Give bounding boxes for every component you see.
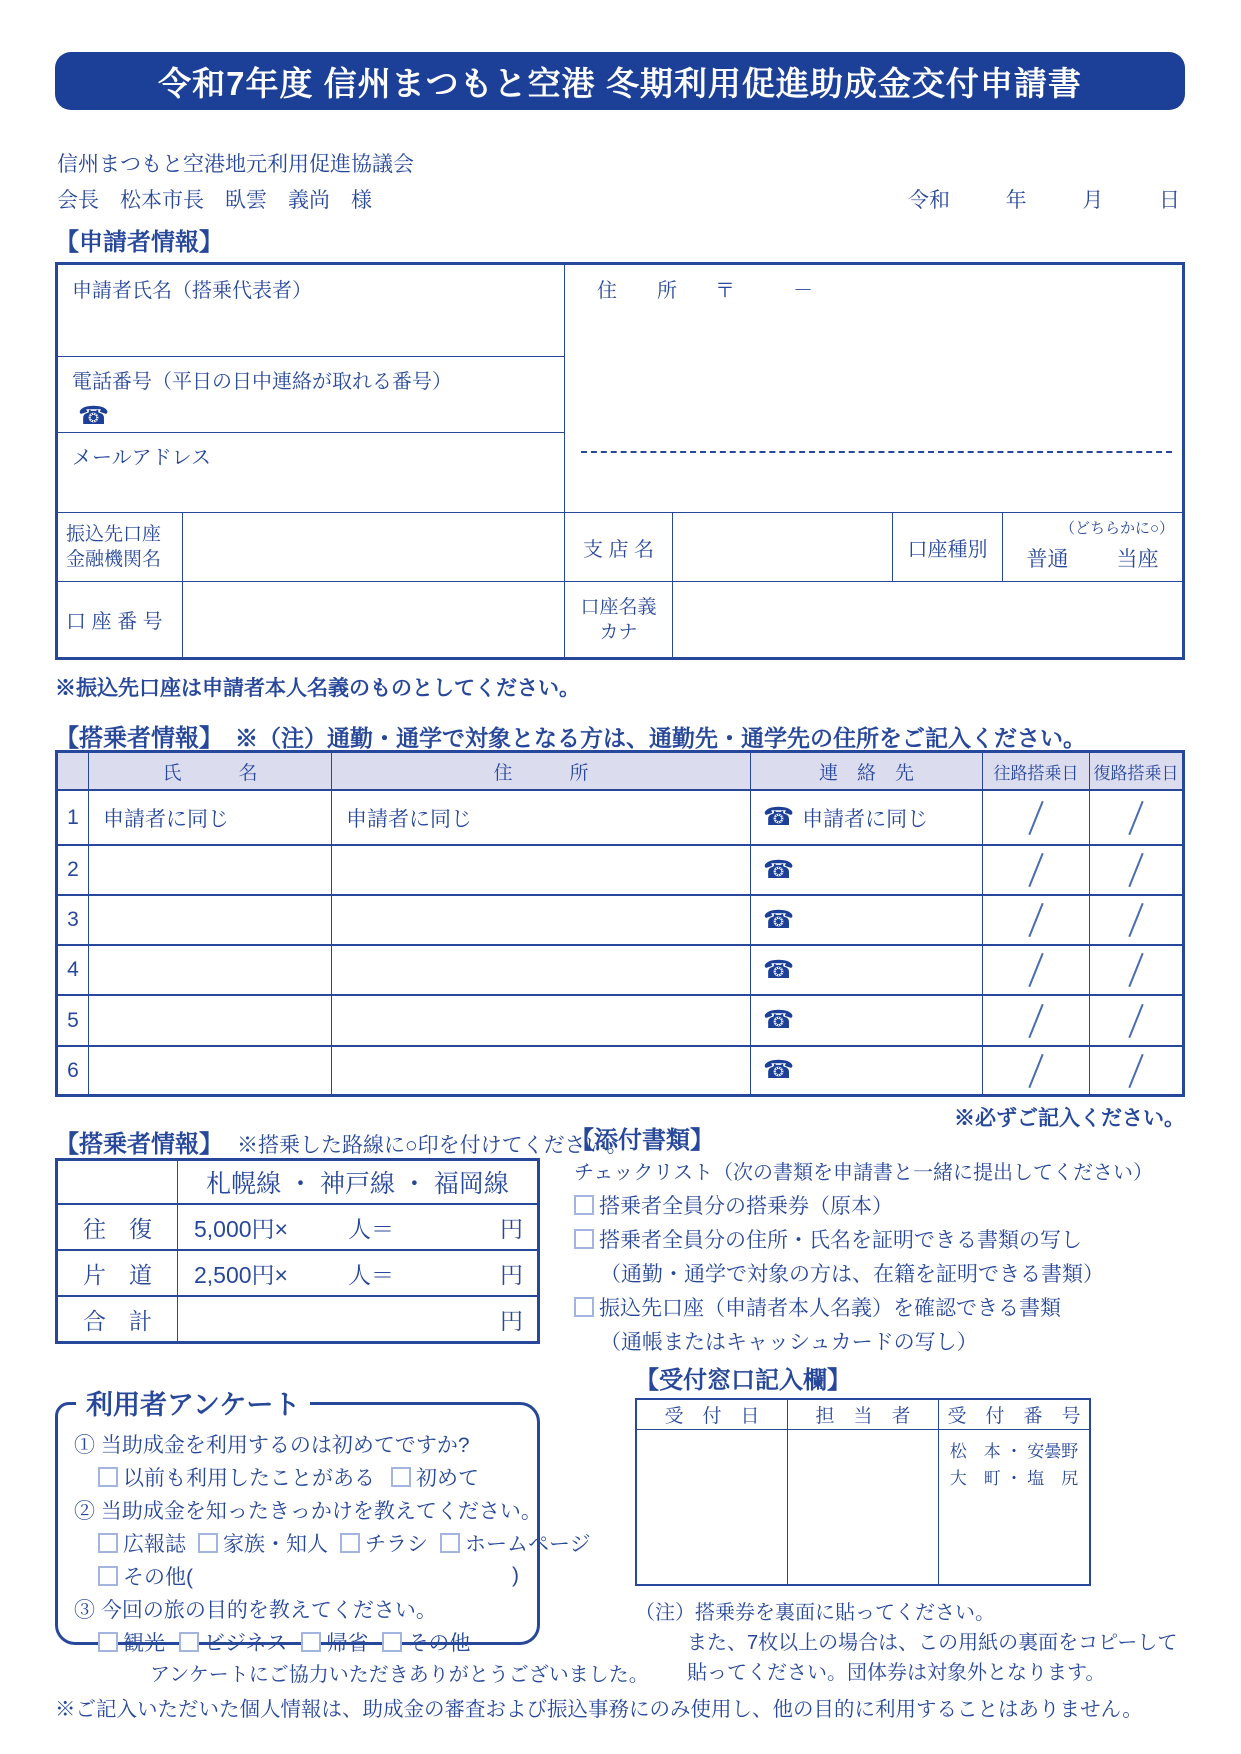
return-date-cell[interactable] bbox=[1090, 846, 1182, 894]
applicant-email-field[interactable] bbox=[58, 433, 565, 513]
account-holder-label: 口座名義 カナ bbox=[565, 582, 673, 657]
checkbox-icon[interactable] bbox=[179, 1632, 199, 1652]
return-date-cell[interactable] bbox=[1090, 996, 1182, 1045]
fare-roundtrip-amount: 5,000円× bbox=[194, 1215, 288, 1242]
passenger-row bbox=[58, 846, 1182, 896]
fare-total-row[interactable] bbox=[178, 1297, 537, 1341]
reception-header-staff: 担 当 者 bbox=[788, 1400, 939, 1430]
passenger-section-heading: 【搭乗者情報】 bbox=[55, 725, 223, 752]
header-row-number bbox=[58, 753, 89, 789]
applicant-table bbox=[55, 262, 1185, 660]
checkbox-icon[interactable] bbox=[574, 1229, 594, 1249]
row-number: 4 bbox=[58, 946, 89, 994]
row-number: 6 bbox=[58, 1047, 89, 1094]
account-type-options bbox=[1003, 543, 1182, 573]
applicant-phone-label: 電話番号（平日の日中連絡が取れる番号） bbox=[72, 371, 452, 393]
reception-number-cell[interactable] bbox=[939, 1430, 1089, 1584]
applicant-section-heading: 【申請者情報】 bbox=[55, 229, 223, 256]
fare-oneway-yen: 円 bbox=[500, 1261, 523, 1288]
survey-q1-options: 以前も利用したことがある 初めて bbox=[74, 1460, 527, 1493]
phone-icon: ☎ bbox=[763, 955, 795, 984]
passenger-contact-cell[interactable] bbox=[751, 1047, 983, 1094]
passenger-section-heading-row bbox=[55, 718, 1086, 753]
passenger-contact-cell[interactable] bbox=[751, 946, 983, 994]
reception-office-option: 大 町 ・ 塩 尻 bbox=[949, 1469, 1079, 1488]
bank-account-note: ※振込先口座は申請者本人名義のものとしてください。 bbox=[55, 677, 580, 700]
passenger-address-cell[interactable] bbox=[332, 946, 751, 994]
row-number: 5 bbox=[58, 996, 89, 1045]
checkbox-icon[interactable] bbox=[340, 1533, 360, 1553]
fare-section-heading: 【搭乗者情報】 bbox=[55, 1131, 223, 1158]
fare-oneway-amount: 2,500円× bbox=[194, 1261, 288, 1288]
passenger-contact-cell[interactable] bbox=[751, 996, 983, 1045]
postal-mark: 〒 bbox=[715, 280, 735, 302]
passenger-contact-cell[interactable] bbox=[751, 846, 983, 894]
applicant-address-labels bbox=[565, 265, 1182, 303]
date-day-label: 日 bbox=[1158, 189, 1180, 212]
reception-header-date: 受 付 日 bbox=[637, 1400, 788, 1430]
row-number: 3 bbox=[58, 896, 89, 944]
survey-q3-options: 観光 ビジネス 帰省 その他 bbox=[74, 1625, 527, 1658]
survey-q1: ① 当助成金を利用するのは初めてですか? bbox=[74, 1433, 470, 1457]
account-type-label: 口座種別 bbox=[893, 513, 1003, 582]
checkbox-icon[interactable] bbox=[98, 1566, 118, 1586]
fare-total-yen: 円 bbox=[500, 1307, 523, 1334]
attachments-intro: チェックリスト（次の書類を申請書と一緒に提出してください） bbox=[574, 1162, 1153, 1184]
passenger-address-cell[interactable] bbox=[332, 996, 751, 1045]
header-address: 住 所 bbox=[332, 753, 751, 789]
attachments-heading: 【添付書類】 bbox=[570, 1127, 714, 1154]
fare-section-note: ※搭乗した路線に○印を付けてください。 bbox=[237, 1134, 628, 1157]
survey-q3: ③ 今回の旅の目的を教えてください。 bbox=[74, 1598, 437, 1622]
passenger-row bbox=[58, 946, 1182, 996]
passenger-row bbox=[58, 896, 1182, 946]
date-year-label: 年 bbox=[1005, 189, 1027, 212]
passenger-name-cell[interactable] bbox=[89, 896, 332, 944]
address-label: 住 所 bbox=[597, 280, 677, 302]
phone-icon: ☎ bbox=[763, 855, 795, 884]
checkbox-icon[interactable] bbox=[98, 1533, 118, 1553]
passenger-address-cell[interactable] bbox=[332, 846, 751, 894]
checklist-item-sub: （通帳またはキャッシュカードの写し） bbox=[600, 1331, 978, 1354]
boarding-date-slash bbox=[1028, 903, 1043, 937]
applicant-address-field[interactable] bbox=[565, 265, 1182, 513]
survey-box bbox=[55, 1390, 591, 1655]
boarding-date-slash bbox=[1128, 853, 1143, 887]
outbound-date-cell[interactable] bbox=[983, 1047, 1090, 1094]
reception-header-number: 受 付 番 号 bbox=[939, 1400, 1089, 1430]
return-date-cell[interactable] bbox=[1090, 791, 1182, 844]
passenger-row bbox=[58, 791, 1182, 846]
reception-office-option: 松 本 ・ 安曇野 bbox=[949, 1442, 1079, 1461]
boarding-date-slash bbox=[1128, 953, 1143, 987]
date-month-label: 月 bbox=[1082, 189, 1104, 212]
passenger-table bbox=[55, 750, 1185, 1097]
header-contact: 連 絡 先 bbox=[751, 753, 983, 789]
fare-total-label: 合 計 bbox=[58, 1297, 178, 1341]
address-divider-dashed-line bbox=[581, 451, 1172, 453]
postal-dash: － bbox=[793, 280, 813, 302]
branch-name-label: 支 店 名 bbox=[565, 513, 673, 582]
passenger-row bbox=[58, 1047, 1182, 1094]
passenger-name-cell[interactable]: 申請者に同じ bbox=[89, 791, 332, 844]
checklist-item-sub: （通勤・通学で対象の方は、在籍を証明できる書類） bbox=[600, 1263, 1104, 1286]
privacy-note: ※ご記入いただいた個人情報は、助成金の審査および振込事務にのみ使用し、他の目的に利用することはありません。 bbox=[55, 1698, 1143, 1721]
fare-table bbox=[55, 1158, 540, 1344]
fare-roundtrip-row[interactable] bbox=[178, 1205, 537, 1251]
fare-routes-header: 札幌線 ・ 神戸線 ・ 福岡線 bbox=[178, 1161, 537, 1205]
checkbox-icon[interactable] bbox=[574, 1195, 594, 1215]
fare-roundtrip-person: 人＝ bbox=[348, 1215, 394, 1242]
addressee-organization: 信州まつもと空港地元利用促進協議会 bbox=[57, 153, 414, 176]
fare-oneway-label: 片 道 bbox=[58, 1251, 178, 1297]
reception-staff-cell[interactable] bbox=[788, 1430, 939, 1584]
reception-note: （注）搭乗券を裏面に貼ってください。 また、7枚以上の場合は、この用紙の裏面をコピーして 貼ってください。団体券は対象外となります。 bbox=[635, 1602, 1178, 1684]
return-date-cell[interactable] bbox=[1090, 896, 1182, 944]
account-type-field[interactable] bbox=[1003, 513, 1182, 582]
account-number-input[interactable] bbox=[183, 582, 565, 657]
checkbox-icon[interactable] bbox=[301, 1632, 321, 1652]
account-type-ordinary[interactable]: 普通 bbox=[1026, 548, 1069, 571]
applicant-phone-field[interactable] bbox=[58, 357, 565, 433]
boarding-date-slash bbox=[1128, 800, 1143, 834]
passenger-table-header bbox=[58, 753, 1182, 791]
phone-icon: ☎ bbox=[763, 1056, 795, 1084]
passenger-name-cell[interactable] bbox=[89, 946, 332, 994]
form-title: 令和7年度 信州まつもと空港 冬期利用促進助成金交付申請書 bbox=[158, 64, 1082, 102]
boarding-date-slash bbox=[1128, 1003, 1143, 1037]
fare-header-empty bbox=[58, 1161, 178, 1205]
survey-body bbox=[74, 1427, 591, 1658]
applicant-email-label: メールアドレス bbox=[72, 447, 211, 469]
boarding-date-slash bbox=[1028, 853, 1043, 887]
passenger-name-cell[interactable] bbox=[89, 1047, 332, 1094]
passenger-contact-cell[interactable] bbox=[751, 896, 983, 944]
bank-name-label: 振込先口座 金融機関名 bbox=[58, 513, 183, 582]
outbound-date-cell[interactable] bbox=[983, 846, 1090, 894]
outbound-date-cell[interactable] bbox=[983, 946, 1090, 994]
passenger-address-cell[interactable] bbox=[332, 896, 751, 944]
survey-q2-options: 広報誌 家族・知人 チラシ ホームページ bbox=[74, 1526, 527, 1559]
date-era: 令和 bbox=[908, 189, 950, 212]
form-title-banner bbox=[55, 52, 1185, 110]
boarding-date-slash bbox=[1028, 1053, 1043, 1087]
checklist-item: 搭乗者全員分の搭乗券（原本） bbox=[574, 1190, 1104, 1224]
outbound-date-cell[interactable] bbox=[983, 896, 1090, 944]
survey-thanks: アンケートにご協力いただきありがとうございました。 bbox=[150, 1664, 649, 1686]
boarding-date-slash bbox=[1028, 953, 1043, 987]
reception-table bbox=[635, 1398, 1091, 1586]
account-number-label: 口 座 番 号 bbox=[58, 582, 183, 657]
return-date-cell[interactable] bbox=[1090, 946, 1182, 994]
reception-heading: 【受付窓口記入欄】 bbox=[635, 1367, 851, 1394]
passenger-name-cell[interactable] bbox=[89, 996, 332, 1045]
reception-date-cell[interactable] bbox=[637, 1430, 788, 1584]
account-type-current[interactable]: 当座 bbox=[1116, 548, 1159, 571]
applicant-name-label: 申請者氏名（搭乗代表者） bbox=[72, 280, 312, 302]
header-return-date: 復路搭乗日 bbox=[1093, 763, 1179, 783]
passenger-address-cell[interactable] bbox=[332, 1047, 751, 1094]
phone-icon: ☎ bbox=[78, 402, 110, 430]
fare-section-heading-row bbox=[55, 1124, 628, 1159]
passenger-name-cell[interactable] bbox=[89, 846, 332, 894]
survey-q2-other: その他( ) bbox=[74, 1559, 527, 1592]
phone-icon: ☎ bbox=[763, 803, 795, 831]
attachments-checklist bbox=[574, 1190, 1104, 1360]
fare-oneway-row[interactable] bbox=[178, 1251, 537, 1297]
row-number: 2 bbox=[58, 846, 89, 894]
bank-name-input[interactable] bbox=[183, 513, 565, 582]
fare-roundtrip-yen: 円 bbox=[500, 1215, 523, 1242]
fare-roundtrip-label: 往 復 bbox=[58, 1205, 178, 1251]
boarding-date-slash bbox=[1128, 903, 1143, 937]
checkbox-icon[interactable] bbox=[382, 1632, 402, 1652]
passenger-address-cell[interactable]: 申請者に同じ bbox=[332, 791, 751, 844]
header-name: 氏 名 bbox=[89, 753, 332, 789]
checkbox-icon[interactable] bbox=[98, 1632, 118, 1652]
row-number: 1 bbox=[58, 791, 89, 844]
return-date-cell[interactable] bbox=[1090, 1047, 1182, 1094]
passenger-row bbox=[58, 996, 1182, 1047]
must-fill-note: ※必ずご記入ください。 bbox=[954, 1107, 1185, 1130]
boarding-date-slash bbox=[1028, 1003, 1043, 1037]
passenger-contact-cell[interactable]: ☎ 申請者に同じ bbox=[751, 791, 983, 844]
phone-icon: ☎ bbox=[763, 1006, 795, 1034]
account-type-note: （どちらかに○） bbox=[1059, 520, 1174, 537]
date-line bbox=[908, 184, 1180, 214]
checklist-item: 搭乗者全員分の住所・氏名を証明できる書類の写し bbox=[574, 1224, 1104, 1258]
survey-title: 利用者アンケート bbox=[76, 1383, 310, 1422]
addressee-person: 会長 松本市長 臥雲 義尚 様 bbox=[57, 189, 372, 212]
checkbox-icon[interactable] bbox=[98, 1467, 118, 1487]
branch-name-input[interactable] bbox=[673, 513, 893, 582]
checkbox-icon[interactable] bbox=[440, 1533, 460, 1553]
account-holder-input[interactable] bbox=[673, 582, 1182, 657]
passenger-section-note: ※（注）通勤・通学で対象となる方は、通勤先・通学先の住所をご記入ください。 bbox=[235, 725, 1086, 751]
phone-icon: ☎ bbox=[763, 905, 795, 934]
checklist-item: 振込先口座（申請者本人名義）を確認できる書類 bbox=[574, 1292, 1104, 1326]
applicant-name-field[interactable] bbox=[58, 265, 565, 357]
checkbox-icon[interactable] bbox=[574, 1297, 594, 1317]
outbound-date-cell[interactable] bbox=[983, 791, 1090, 844]
header-outbound-date: 往路搭乗日 bbox=[983, 753, 1090, 789]
outbound-date-cell[interactable] bbox=[983, 996, 1090, 1045]
survey-q2: ② 当助成金を知ったきっかけを教えてください。 bbox=[74, 1499, 542, 1523]
checkbox-icon[interactable] bbox=[198, 1533, 218, 1553]
boarding-date-slash bbox=[1028, 800, 1043, 834]
fare-oneway-person: 人＝ bbox=[348, 1261, 394, 1288]
checkbox-icon[interactable] bbox=[391, 1467, 411, 1487]
boarding-date-slash bbox=[1128, 1053, 1143, 1087]
